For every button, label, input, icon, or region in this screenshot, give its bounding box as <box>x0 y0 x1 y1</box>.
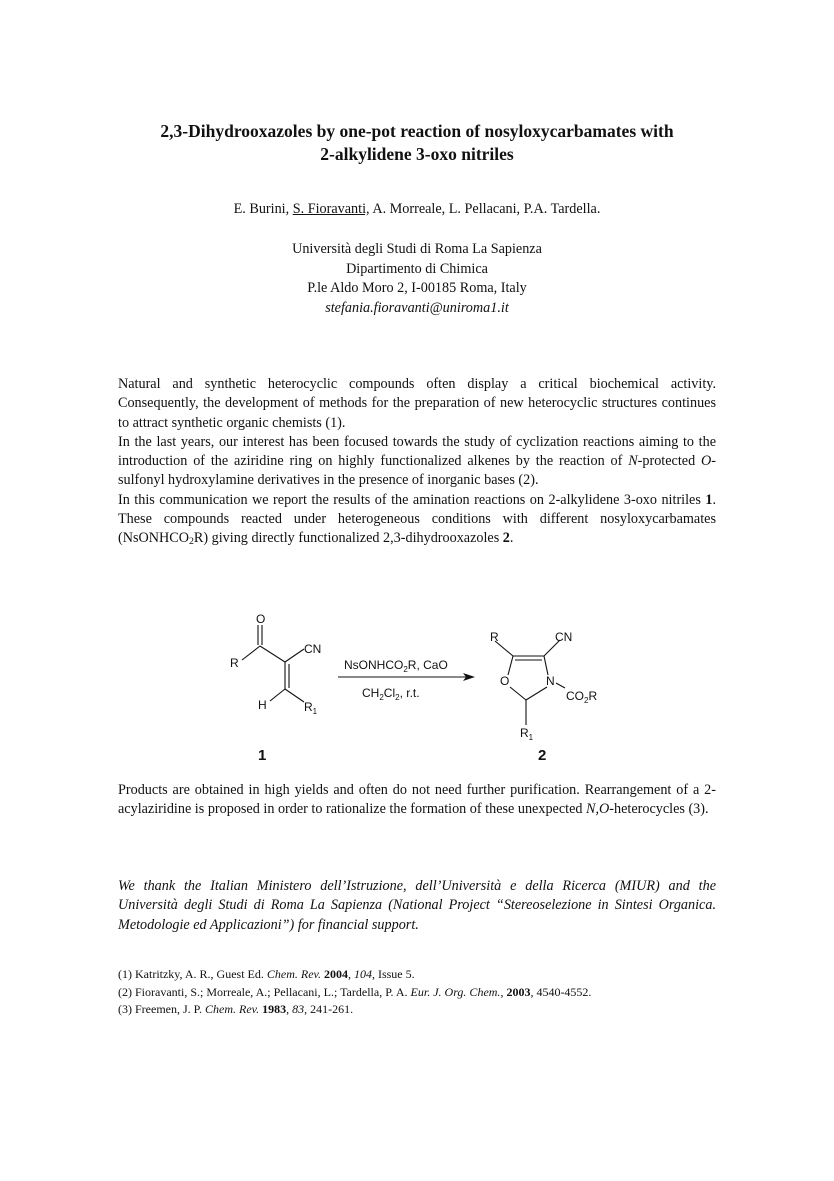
text-run: In the last years, our interest has been focused towards the study of cyclization reactions aiming to the introduction of the aziridine ring on highly functionalized alkenes by the reaction of <box>118 433 716 470</box>
ref-volume: 104 <box>353 967 372 981</box>
ref-authors: (2) Fioravanti, S.; Morreale, A.; Pellacani, L.; Tardella, P. A. <box>118 984 411 999</box>
text-run: -heterocycles (3). <box>609 801 709 818</box>
results-paragraph <box>118 781 716 820</box>
reference-item <box>118 966 738 984</box>
subscript: 2 <box>188 536 194 548</box>
ref-rest: , 241-261. <box>304 1002 354 1016</box>
reactant-structure <box>242 625 304 702</box>
intro-paragraph-1: Natural and synthetic heterocyclic compounds often display a critical biochemical activity. Consequently, the development of methods for the preparation of new heterocyclic structures continues to attract synthetic organic chemists (1). <box>118 376 716 431</box>
reagents-text-end: R, CaO <box>407 658 448 672</box>
address: P.le Aldo Moro 2, I-00185 Roma, Italy <box>307 280 527 296</box>
conditions-text: CH <box>362 686 380 700</box>
conditions-text-end: , r.t. <box>399 686 420 700</box>
compound-label-1: 1 <box>258 747 267 764</box>
ref-year: 2003 <box>506 984 531 999</box>
bond-n-co2r <box>556 683 565 688</box>
bond-cn <box>285 649 304 662</box>
conditions-sub: 2 <box>379 693 384 702</box>
affiliation <box>100 240 734 318</box>
group-cn: CN <box>555 630 573 644</box>
co2r-sub: 2 <box>584 696 589 705</box>
university: Università degli Studi di Roma La Sapienza <box>292 241 542 257</box>
ref-rest: 4540-4552. <box>536 984 592 999</box>
atom-h: H <box>258 698 267 712</box>
compound-label-2: 2 <box>538 747 547 764</box>
text-run: In this communication we report the results of the amination reactions on 2-alkylidene 3-oxo nitriles <box>118 491 706 508</box>
reaction-scheme <box>220 605 640 770</box>
department: Dipartimento di Chimica <box>346 260 488 277</box>
ref-authors: (1) Katritzky, A. R., Guest Ed. <box>118 967 267 981</box>
co2r-text-end: R <box>588 689 598 703</box>
reaction-scheme-svg <box>220 605 640 770</box>
bond-c-alpha <box>260 646 285 662</box>
text-run: Products are obtained in high yields and often do not need further purification. Rearrangement of a 2-acylaziridine is proposed in order to rationalize the formation of these unexpected <box>118 782 716 818</box>
authors-after: A. Morreale, L. Pellacani, P.A. Tardella. <box>369 201 601 217</box>
reagents-text: NsONHCO <box>344 658 404 672</box>
group-r1 <box>520 726 534 742</box>
r1-letter: R <box>520 726 529 740</box>
text-run: -sulfonyl hydroxylamine derivatives in the presence of inorganic bases (2). <box>118 453 716 489</box>
group-r: R <box>230 656 239 670</box>
reference-item <box>118 984 738 1002</box>
intro-paragraph-3 <box>118 491 716 549</box>
bond-h <box>270 689 285 701</box>
ref-rest: , Issue 5. <box>371 967 415 981</box>
group-co2r <box>566 689 597 705</box>
bond-r <box>242 646 260 660</box>
ref-journal: Eur. J. Org. Chem. <box>410 984 501 999</box>
paper-title <box>100 120 734 166</box>
intro-paragraph-2 <box>118 433 716 491</box>
authors-before: E. Burini, <box>233 201 293 217</box>
group-cn: CN <box>304 642 322 656</box>
text-run: . <box>509 530 514 547</box>
ring-o: O <box>500 674 510 688</box>
ref-authors: (3) Freemen, J. P. <box>118 1002 205 1016</box>
group-r1 <box>304 700 318 716</box>
reagents-sub: 2 <box>403 665 408 674</box>
text-run: . These compounds reacted under heterogeneous conditions with different nosyloxycarbamates (NsONHCO <box>118 491 716 547</box>
italic-n: N <box>628 453 638 470</box>
conditions-text: Cl <box>383 686 396 700</box>
title-line-2: 2-alkylidene 3-oxo nitriles <box>320 144 514 164</box>
ref-sep: , <box>500 984 507 999</box>
text-run: R) giving directly functionalized 2,3-dihydrooxazoles <box>193 530 503 547</box>
email-link[interactable]: stefania.fioravanti@uniroma1.it <box>325 299 509 316</box>
italic-no: N,O <box>586 801 610 818</box>
ref-sep: , <box>286 1002 293 1016</box>
bond-c4n <box>544 656 548 675</box>
acknowledgement: We thank the Italian Ministero dell’Istruzione, dell’Università e della Ricerca (MIUR) and the Università degli Studi di Roma La Sapienza (National Project “Stereoselezione in Sintesi Organica. Metodologie ed Applicazioni”) for financial support. <box>118 878 716 933</box>
ref-journal: Chem. Rev. <box>266 967 321 981</box>
title-line-1: 2,3-Dihydrooxazoles by one-pot reaction of nosyloxycarbamates with <box>160 121 674 141</box>
ref-volume: 83 <box>292 1002 305 1016</box>
r1-sub: 1 <box>528 733 534 742</box>
ref-journal: Chem. Rev. <box>205 1002 260 1016</box>
results <box>118 781 716 820</box>
bond-c5o <box>508 656 513 675</box>
text-run: -protected <box>637 453 702 470</box>
author-list <box>100 200 734 218</box>
bond-r1 <box>285 689 304 702</box>
reference-item <box>118 1001 738 1019</box>
ref-year: 1983 <box>262 1002 287 1016</box>
ring-n: N <box>546 674 555 688</box>
reagents-label <box>344 658 448 674</box>
ref-sep: , <box>347 967 354 981</box>
italic-o: O <box>701 453 712 470</box>
r1-letter: R <box>304 700 313 714</box>
references <box>118 966 738 1019</box>
compound-ref-1: 1 <box>705 491 713 508</box>
r1-sub: 1 <box>312 707 318 716</box>
conditions-sub: 2 <box>395 693 400 702</box>
ref-sep: , <box>530 984 537 999</box>
conditions-label <box>362 686 420 702</box>
bond-oc2 <box>510 687 526 700</box>
presenting-author: S. Fioravanti, <box>292 201 370 217</box>
bond-nc2 <box>526 687 547 700</box>
co2r-text: CO <box>566 689 584 703</box>
group-r: R <box>490 630 499 644</box>
introduction <box>118 375 716 549</box>
compound-ref-2: 2 <box>502 530 510 547</box>
ref-year: 2004 <box>323 967 348 981</box>
atom-o: O <box>256 612 266 626</box>
